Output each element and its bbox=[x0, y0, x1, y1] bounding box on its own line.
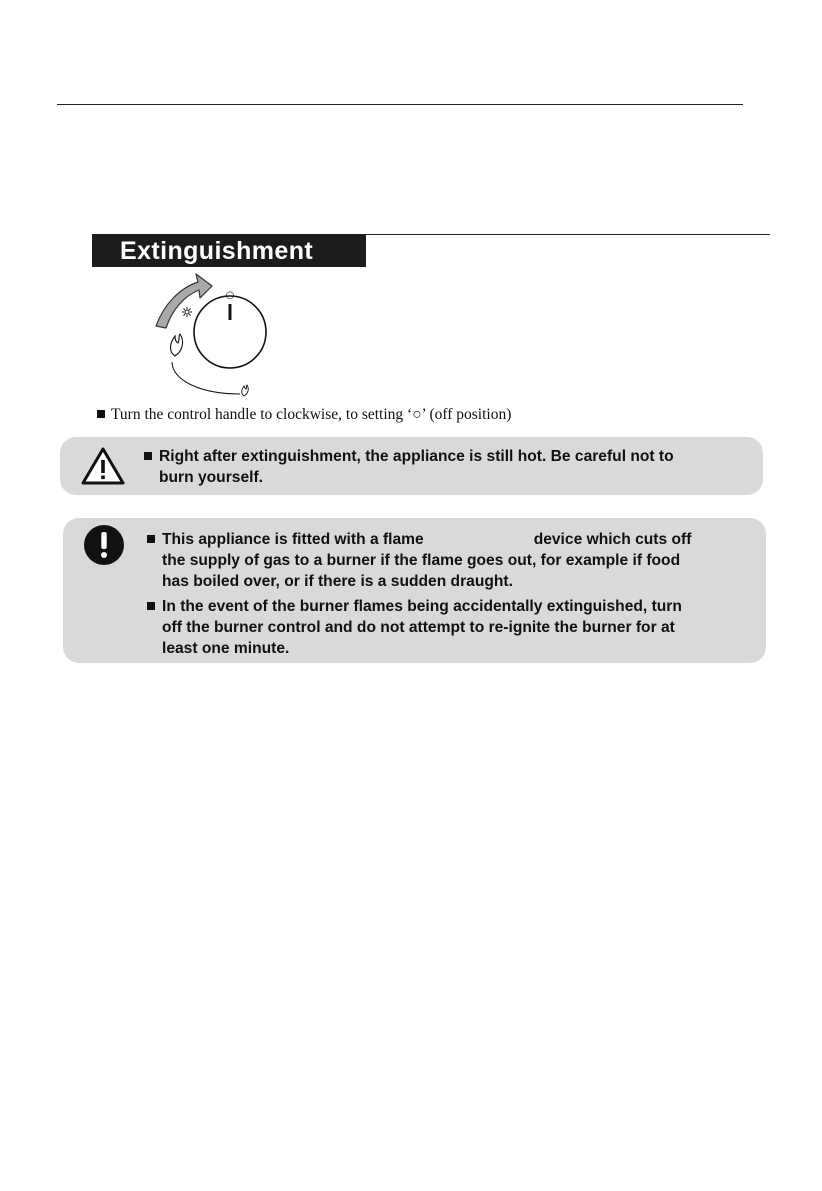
warning-item bbox=[144, 446, 674, 488]
exclamation-circle-icon bbox=[83, 524, 125, 566]
large-flame-icon bbox=[171, 334, 183, 356]
caution-item-2 bbox=[147, 596, 682, 659]
control-knob-diagram bbox=[140, 268, 280, 398]
small-flame-icon bbox=[242, 385, 248, 396]
caution-notice bbox=[63, 518, 766, 663]
warning-triangle-icon bbox=[80, 446, 126, 486]
bullet-square-icon bbox=[147, 535, 155, 543]
warning-notice bbox=[60, 437, 763, 495]
caution-item-2-line-2: off the burner control and do not attempt to re-ignite the burner for at bbox=[162, 619, 675, 636]
caution-item-1-line-2: the supply of gas to a burner if the flame goes out, for example if food bbox=[162, 552, 681, 569]
instruction-text bbox=[97, 405, 511, 425]
section-heading: Extinguishment bbox=[92, 235, 366, 267]
bullet-square-icon bbox=[144, 452, 152, 460]
knob-pointer bbox=[229, 304, 232, 320]
bullet-square-icon bbox=[147, 602, 155, 610]
top-divider bbox=[57, 104, 743, 105]
off-position-mark: ○ bbox=[225, 290, 235, 301]
warning-line-2: burn yourself. bbox=[159, 469, 263, 486]
caution-item-1-line-3: has boiled over, or if there is a sudden draught. bbox=[162, 573, 513, 590]
caution-item-2-line-1: In the event of the burner flames being accidentally extinguished, turn bbox=[162, 598, 682, 615]
caution-item-2-line-3: least one minute. bbox=[162, 640, 290, 657]
bullet-square-icon bbox=[97, 410, 105, 418]
caution-item-1-line-1b: device which cuts off bbox=[533, 531, 692, 548]
warning-line-1: Right after extinguishment, the appliance is still hot. Be careful not to bbox=[159, 448, 674, 465]
spark-icon bbox=[182, 307, 192, 317]
caution-item-1-line-1a: This appliance is fitted with a flame bbox=[162, 531, 424, 548]
caution-item-1 bbox=[147, 529, 691, 592]
instruction-label: Turn the control handle to clockwise, to setting ‘○’ (off position) bbox=[111, 406, 512, 423]
